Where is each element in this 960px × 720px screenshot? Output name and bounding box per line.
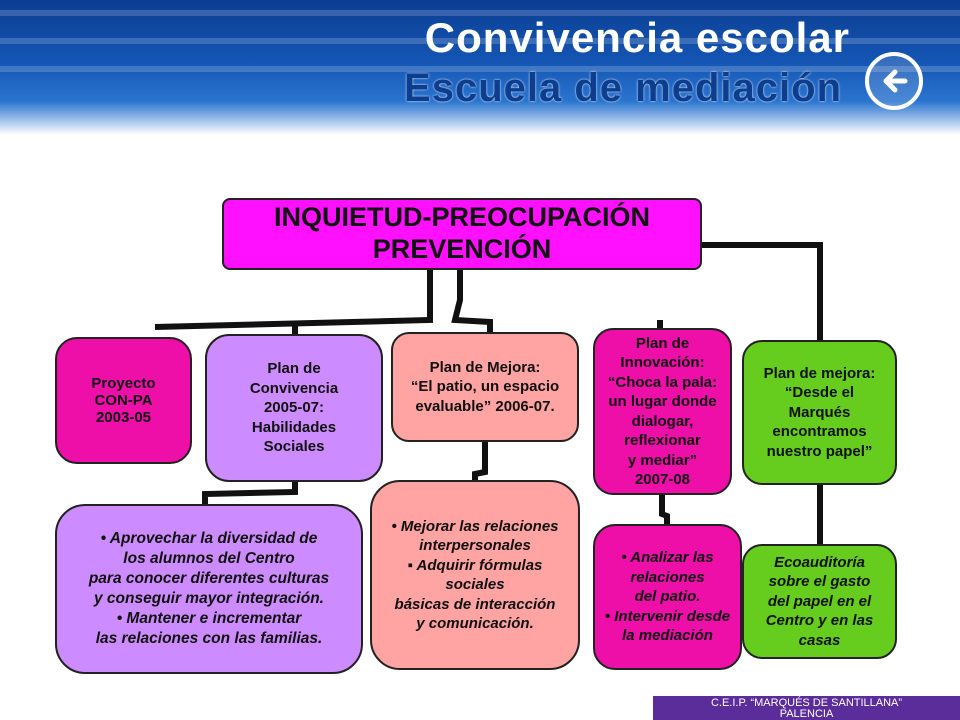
node-text: nuestro papel” bbox=[766, 442, 873, 460]
node-text: Innovación: bbox=[620, 354, 705, 371]
node-text: Proyecto bbox=[91, 375, 156, 392]
node-text: las relaciones con las familias. bbox=[95, 630, 323, 648]
node-text: dialogar, bbox=[631, 412, 694, 430]
plan-innovacion-node bbox=[593, 328, 732, 495]
node-text: Ecoauditoría bbox=[774, 553, 865, 571]
node-text: relaciones bbox=[630, 568, 705, 586]
node-text: CON-PA bbox=[94, 392, 153, 409]
school-footer bbox=[653, 696, 960, 720]
root-line-1: INQUIETUD-PREOCUPACIÓN bbox=[273, 202, 650, 233]
node-text: del patio. bbox=[634, 588, 701, 606]
plan-mejora-patio-node bbox=[391, 332, 579, 442]
node-text: • Mantener e incrementar bbox=[116, 610, 302, 628]
page-title: Convivencia escolar bbox=[424, 14, 850, 61]
node-text: sociales bbox=[445, 576, 505, 593]
footer-city: PALENCIA bbox=[779, 708, 834, 720]
node-text: • Mejorar las relaciones bbox=[391, 517, 559, 535]
plan-convivencia-node bbox=[205, 334, 383, 482]
node-text: 2003-05 bbox=[95, 409, 152, 426]
node-text: para conocer diferentes culturas bbox=[88, 569, 330, 587]
node-text: “Desde el bbox=[784, 384, 855, 402]
node-text: interpersonales bbox=[419, 537, 531, 554]
node-text: y conseguir mayor integración. bbox=[94, 590, 324, 607]
node-text: 2007-08 bbox=[634, 471, 691, 488]
node-text: casas bbox=[798, 631, 841, 649]
node-text: ▪ Adquirir fórmulas bbox=[407, 556, 543, 574]
root-line-2: PREVENCIÓN bbox=[372, 234, 552, 264]
mejorar-relaciones-node bbox=[370, 480, 580, 670]
node-text: Plan de Mejora: bbox=[429, 358, 541, 376]
plan-mejora-marques-node bbox=[742, 340, 897, 485]
analizar-relaciones-node bbox=[593, 524, 742, 670]
aprovechar-diversidad-node bbox=[55, 504, 363, 674]
page-subtitle: Escuela de mediación bbox=[404, 66, 842, 110]
node-text: “Choca la pala: bbox=[607, 373, 718, 391]
node-text: Sociales bbox=[263, 438, 325, 456]
node-text: 2005-07: bbox=[263, 399, 325, 417]
node-text: la mediación bbox=[622, 627, 713, 645]
node-text: evaluable” 2006-07. bbox=[415, 397, 555, 415]
node-text: Plan de bbox=[635, 334, 690, 352]
node-text: sobre el gasto bbox=[768, 573, 871, 591]
node-text: Convivencia bbox=[249, 379, 339, 397]
node-text: Plan de mejora: bbox=[763, 364, 876, 382]
node-text: del papel en el bbox=[767, 592, 872, 610]
root-node bbox=[222, 198, 702, 270]
node-text: Habilidades bbox=[251, 418, 337, 436]
node-text: encontramos bbox=[772, 423, 867, 441]
node-text: Marqués bbox=[788, 403, 851, 421]
node-text: • Analizar las bbox=[621, 549, 714, 567]
footer-school-name: C.E.I.P. “MARQUÉS DE SANTILLANA” bbox=[710, 697, 903, 709]
node-text: y comunicación. bbox=[416, 615, 534, 632]
node-text: un lugar donde bbox=[608, 393, 717, 410]
node-text: y mediar” bbox=[627, 451, 698, 469]
node-text: Centro y en las bbox=[765, 612, 874, 630]
node-text: “El patio, un espacio bbox=[410, 378, 560, 396]
node-text: Plan de bbox=[267, 360, 321, 378]
proyecto-conpa-node bbox=[55, 337, 192, 464]
node-text: • Aprovechar la diversidad de bbox=[100, 529, 318, 547]
node-text: • Intervenir desde bbox=[604, 607, 731, 625]
node-text: los alumnos del Centro bbox=[123, 549, 295, 567]
node-text: básicas de interacción bbox=[394, 595, 556, 613]
node-text: reflexionar bbox=[624, 432, 701, 449]
ecoauditoria-node bbox=[742, 544, 897, 659]
